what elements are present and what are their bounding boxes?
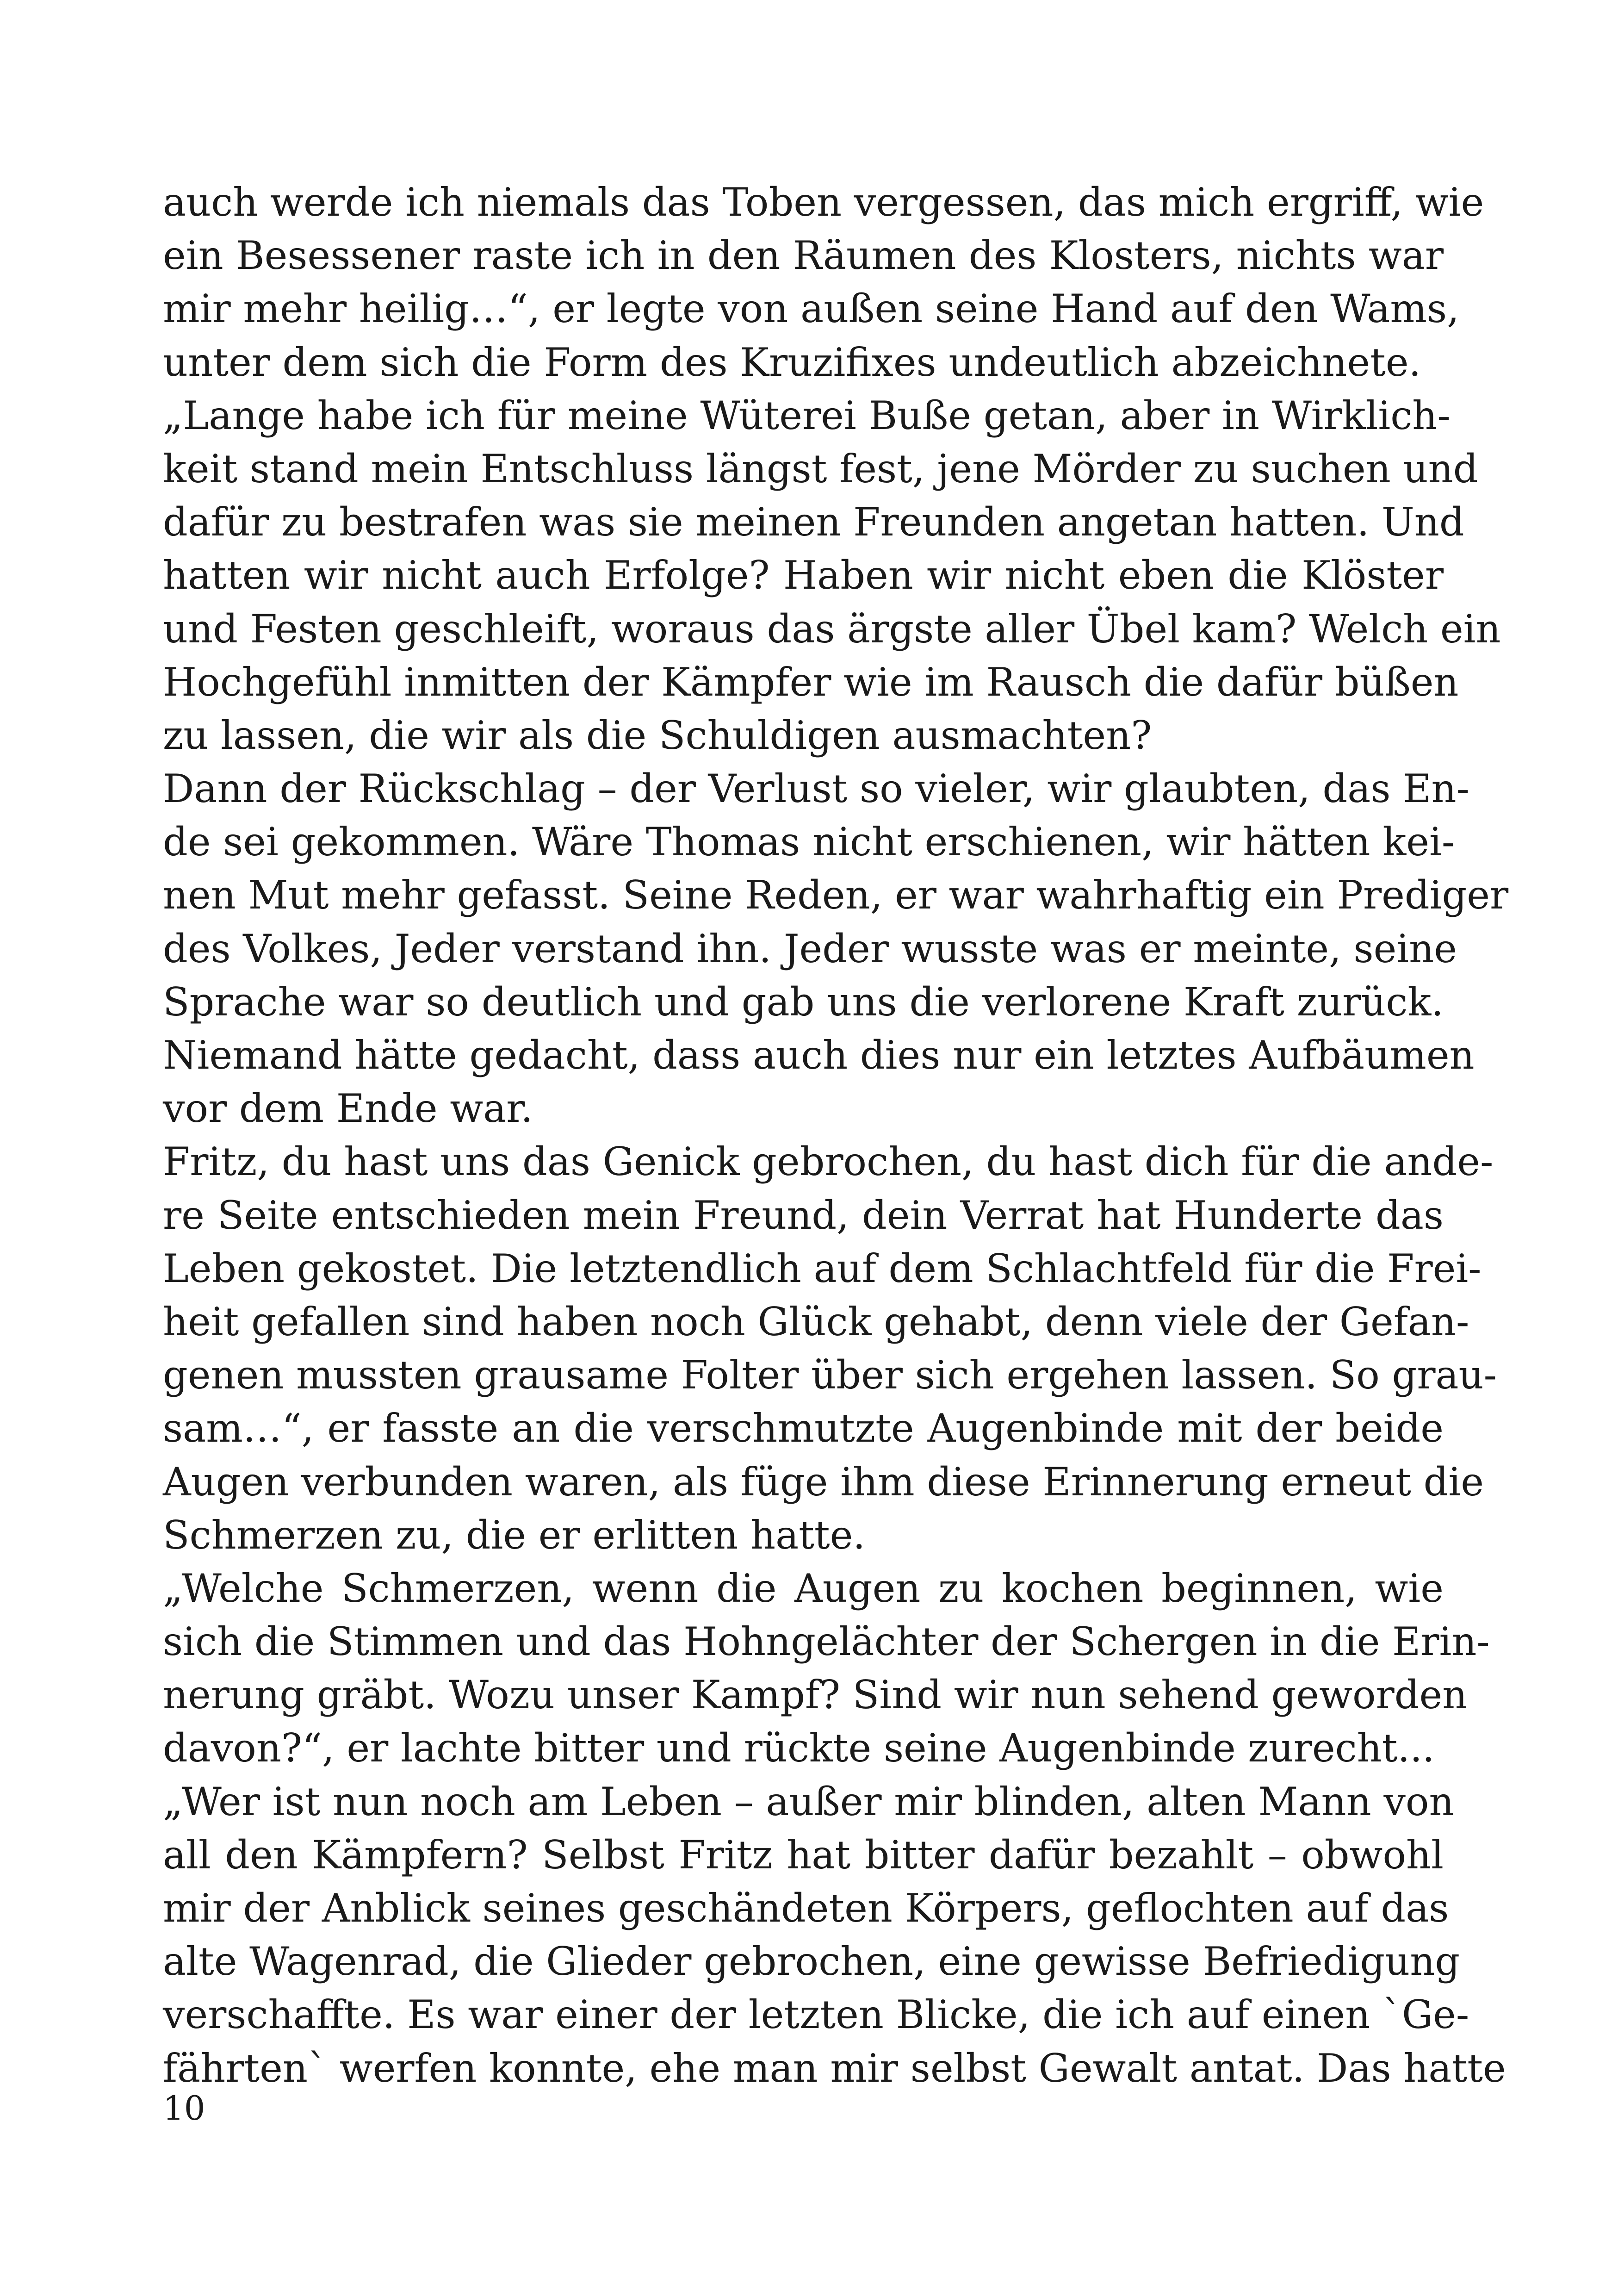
- text-line: auch werde ich niemals das Toben vergessen, das mich ergriff, wie: [163, 180, 1484, 225]
- text-line: heit gefallen sind haben noch Glück gehabt, denn viele der Gefan-: [163, 1299, 1469, 1344]
- text-line: Dann der Rückschlag – der Verlust so vieler, wir glaubten, das En-: [163, 766, 1469, 812]
- text-line: fährten` werfen konnte, ehe man mir selbst Gewalt antat. Das hatte: [163, 2045, 1506, 2091]
- text-line: Hochgefühl inmitten der Kämpfer wie im Rausch die dafür büßen: [163, 659, 1459, 705]
- text-line: des Volkes, Jeder verstand ihn. Jeder wusste was er meinte, seine: [163, 926, 1457, 971]
- text-line: zu lassen, die wir als die Schuldigen ausmachten?: [163, 712, 1152, 758]
- text-line: de sei gekommen. Wäre Thomas nicht erschienen, wir hätten kei-: [163, 819, 1455, 865]
- text-line: re Seite entschieden mein Freund, dein Verrat hat Hunderte das: [163, 1192, 1444, 1238]
- text-line: sich die Stimmen und das Hohngelächter der Schergen in die Erin-: [163, 1619, 1490, 1665]
- text-line: und Festen geschleift, woraus das ärgste aller Übel kam? Welch ein: [163, 606, 1501, 652]
- text-line: „Lange habe ich für meine Wüterei Buße getan, aber in Wirklich-: [163, 392, 1451, 438]
- text-line: sam…“, er fasste an die verschmutzte Augenbinde mit der beide: [163, 1406, 1444, 1451]
- text-line: nen Mut mehr gefasst. Seine Reden, er war wahrhaftig ein Prediger: [163, 872, 1509, 918]
- text-line: hatten wir nicht auch Erfolge? Haben wir nicht eben die Klöster: [163, 553, 1444, 598]
- body-text: [163, 176, 1509, 2095]
- text-line: dafür zu bestrafen was sie meinen Freunden angetan hatten. Und: [163, 499, 1464, 545]
- text-line: Niemand hätte gedacht, dass auch dies nur ein letztes Aufbäumen: [163, 1033, 1475, 1078]
- text-line: all den Kämpfern? Selbst Fritz hat bitter dafür bezahlt – obwohl: [163, 1832, 1444, 1878]
- text-line: alte Wagenrad, die Glieder gebrochen, eine gewisse Befriedigung: [163, 1939, 1460, 1985]
- text-line: ein Besessener raste ich in den Räumen des Klosters, nichts war: [163, 233, 1444, 279]
- text-line: verschaffte. Es war einer der letzten Blicke, die ich auf einen `Ge-: [163, 1992, 1469, 2038]
- text-line: Fritz, du hast uns das Genick gebrochen, du hast dich für die ande-: [163, 1139, 1494, 1185]
- text-line: unter dem sich die Form des Kruzifixes undeutlich abzeichnete.: [163, 339, 1421, 385]
- text-line: „Welche Schmerzen, wenn die Augen zu kochen beginnen, wie: [163, 1565, 1444, 1611]
- text-line: keit stand mein Entschluss längst fest, jene Mörder zu suchen und: [163, 446, 1478, 492]
- text-line: mir der Anblick seines geschändeten Körpers, geflochten auf das: [163, 1885, 1449, 1931]
- text-line: Schmerzen zu, die er erlitten hatte.: [163, 1512, 866, 1558]
- text-line: nerung gräbt. Wozu unser Kampf? Sind wir nun sehend geworden: [163, 1672, 1468, 1718]
- text-line: Sprache war so deutlich und gab uns die verlorene Kraft zurück.: [163, 979, 1444, 1025]
- text-line: mir mehr heilig…“, er legte von außen seine Hand auf den Wams,: [163, 286, 1459, 332]
- text-line: Leben gekostet. Die letztendlich auf dem Schlachtfeld für die Frei-: [163, 1245, 1482, 1291]
- text-line: vor dem Ende war.: [163, 1086, 533, 1132]
- text-line: genen mussten grausame Folter über sich ergehen lassen. So grau-: [163, 1352, 1497, 1398]
- text-line: „Wer ist nun noch am Leben – außer mir blinden, alten Mann von: [163, 1779, 1454, 1824]
- text-line: Augen verbunden waren, als füge ihm diese Erinnerung erneut die: [163, 1459, 1484, 1505]
- text-line: davon?“, er lachte bitter und rückte seine Augenbinde zurecht...: [163, 1725, 1435, 1771]
- page-number: 10: [163, 2089, 205, 2128]
